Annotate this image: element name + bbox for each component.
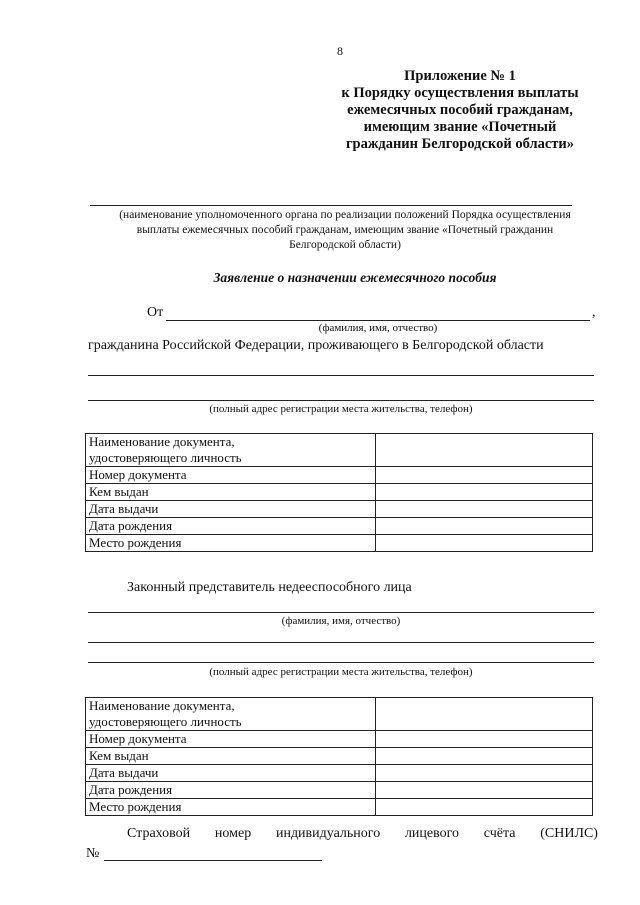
doc-type-value[interactable] <box>376 698 593 731</box>
rep-address-line-2[interactable] <box>88 662 594 663</box>
doc-number-value[interactable] <box>376 731 593 748</box>
birth-place-label: Место рождения <box>86 535 376 552</box>
issued-by-label: Кем выдан <box>86 484 376 501</box>
authority-caption <box>80 208 610 253</box>
snils-word: лицевого <box>404 826 460 841</box>
from-label: От <box>147 305 164 320</box>
representative-fio-field[interactable] <box>88 612 594 613</box>
snils-word: счёта <box>483 826 516 841</box>
applicant-document-table <box>85 433 593 552</box>
birth-place-value[interactable] <box>376 535 593 552</box>
address-caption: (полный адрес регистрации места жительства, телефон) <box>209 403 473 415</box>
table-row <box>86 748 593 765</box>
issue-date-label: Дата выдачи <box>86 765 376 782</box>
table-row <box>86 518 593 535</box>
table-row <box>86 782 593 799</box>
citizen-text: гражданина Российской Федерации, проживающего в Белгородской области <box>88 338 544 353</box>
page-number: 8 <box>337 44 343 58</box>
birth-date-value[interactable] <box>376 518 593 535</box>
appendix-line: ежемесячных пособий гражданам, <box>347 102 573 118</box>
form-title: Заявление о назначении ежемесячного пособия <box>213 270 497 285</box>
address-field-line-2[interactable] <box>88 400 594 401</box>
birth-place-label: Место рождения <box>86 799 376 816</box>
number-sign: № <box>86 846 100 861</box>
issue-date-value[interactable] <box>376 501 593 518</box>
table-row <box>86 765 593 782</box>
appendix-line: имеющим звание «Почетный <box>363 119 557 135</box>
doc-type-label: Наименование документа, удостоверяющего личность <box>86 698 376 731</box>
authority-name-field[interactable] <box>90 205 572 206</box>
caption-line: Белгородской области) <box>289 239 401 251</box>
fio-caption: (фамилия, имя, отчество) <box>318 322 438 334</box>
appendix-line: к Порядку осуществления выплаты <box>341 85 579 101</box>
rep-fio-caption: (фамилия, имя, отчество) <box>281 615 401 627</box>
rep-address-caption: (полный адрес регистрации места жительства, телефон) <box>209 666 473 678</box>
issued-by-label: Кем выдан <box>86 748 376 765</box>
snils-word: индивидуального <box>275 826 381 841</box>
caption-line: выплаты ежемесячных пособий гражданам, имеющим звание «Почетный гражданин <box>136 224 554 236</box>
doc-type-value[interactable] <box>376 434 593 467</box>
snils-word: номер <box>214 826 252 841</box>
birth-date-label: Дата рождения <box>86 518 376 535</box>
doc-number-value[interactable] <box>376 467 593 484</box>
representative-document-table <box>85 697 593 816</box>
appendix-line: гражданин Белгородской области» <box>345 136 575 152</box>
table-row <box>86 501 593 518</box>
doc-number-label: Номер документа <box>86 467 376 484</box>
snils-number-field[interactable] <box>104 860 322 861</box>
from-comma: , <box>592 305 596 320</box>
birth-date-label: Дата рождения <box>86 782 376 799</box>
doc-number-label: Номер документа <box>86 731 376 748</box>
rep-address-line-1[interactable] <box>88 642 594 643</box>
table-row <box>86 535 593 552</box>
appendix-heading <box>330 68 590 153</box>
issue-date-value[interactable] <box>376 765 593 782</box>
table-row <box>86 484 593 501</box>
table-row <box>86 698 593 731</box>
issued-by-value[interactable] <box>376 748 593 765</box>
address-field-line-1[interactable] <box>88 375 594 376</box>
representative-label: Законный представитель недееспособного лица <box>127 580 412 595</box>
table-row <box>86 467 593 484</box>
snils-label <box>90 826 598 842</box>
table-row <box>86 731 593 748</box>
table-row <box>86 434 593 467</box>
issued-by-value[interactable] <box>376 484 593 501</box>
snils-word: (СНИЛС) <box>540 826 598 841</box>
doc-type-label: Наименование документа, удостоверяющего личность <box>86 434 376 467</box>
appendix-line: Приложение № 1 <box>404 68 516 84</box>
birth-date-value[interactable] <box>376 782 593 799</box>
birth-place-value[interactable] <box>376 799 593 816</box>
snils-word: Страховой <box>127 826 191 841</box>
table-row <box>86 799 593 816</box>
caption-line: (наименование уполномоченного органа по реализации положений Порядка осуществления <box>119 209 571 221</box>
issue-date-label: Дата выдачи <box>86 501 376 518</box>
applicant-fio-field[interactable] <box>166 320 590 321</box>
